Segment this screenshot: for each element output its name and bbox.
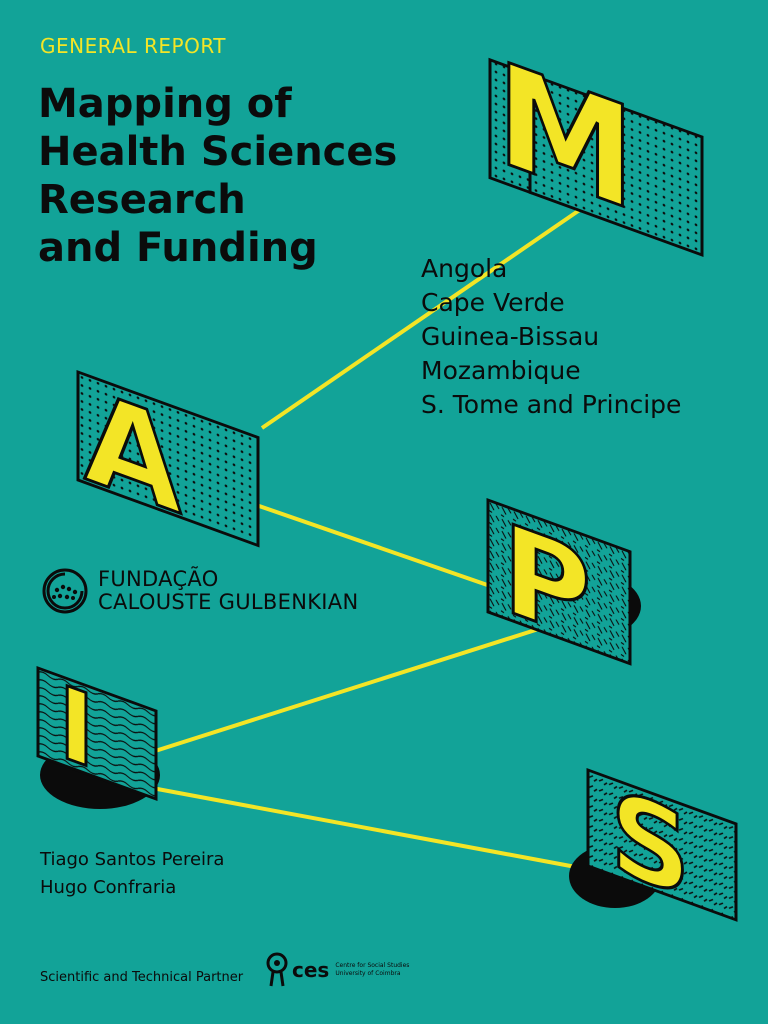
foundation-logo (40, 566, 358, 616)
country-item: S. Tome and Principe (421, 390, 682, 419)
ces-logo (264, 952, 409, 988)
letter-s-3d (588, 757, 736, 941)
svg-text:A: A (84, 361, 182, 544)
country-item: Guinea-Bissau (421, 322, 600, 351)
svg-text:I: I (58, 663, 96, 794)
letter-m-3d (490, 29, 702, 269)
ces-subtitle (335, 962, 409, 978)
author-name: Tiago Santos Pereira (40, 849, 225, 870)
partner-label: Scientific and Technical Partner (40, 970, 244, 985)
country-item: Cape Verde (421, 288, 565, 317)
ces-wordmark: ces (292, 958, 330, 982)
foundation-line2: CALOUSTE GULBENKIAN (98, 590, 359, 614)
title-line: Health Sciences (38, 129, 398, 175)
title-line: Research (38, 177, 246, 223)
foundation-line1: FUNDAÇÃO (98, 567, 219, 591)
letter-a-3d (78, 359, 258, 572)
ces-figure-icon (264, 952, 290, 988)
country-list (421, 252, 681, 422)
report-type: GENERAL REPORT (40, 34, 226, 58)
author-name: Hugo Confraria (40, 877, 177, 898)
country-item: Mozambique (421, 356, 581, 385)
svg-text:P: P (502, 495, 592, 671)
letter-p-3d (488, 491, 630, 685)
svg-text:S: S (610, 765, 691, 925)
gulbenkian-emblem-icon (40, 566, 90, 616)
ces-line2: University of Coimbra (335, 970, 401, 977)
title-line: Mapping of (38, 81, 292, 127)
country-item: Angola (421, 254, 508, 283)
svg-text:M: M (496, 31, 636, 245)
report-title (38, 80, 458, 272)
title-line: and Funding (38, 225, 318, 271)
author-list (40, 846, 224, 902)
foundation-name (98, 568, 358, 614)
ces-line1: Centre for Social Studies (335, 962, 410, 969)
